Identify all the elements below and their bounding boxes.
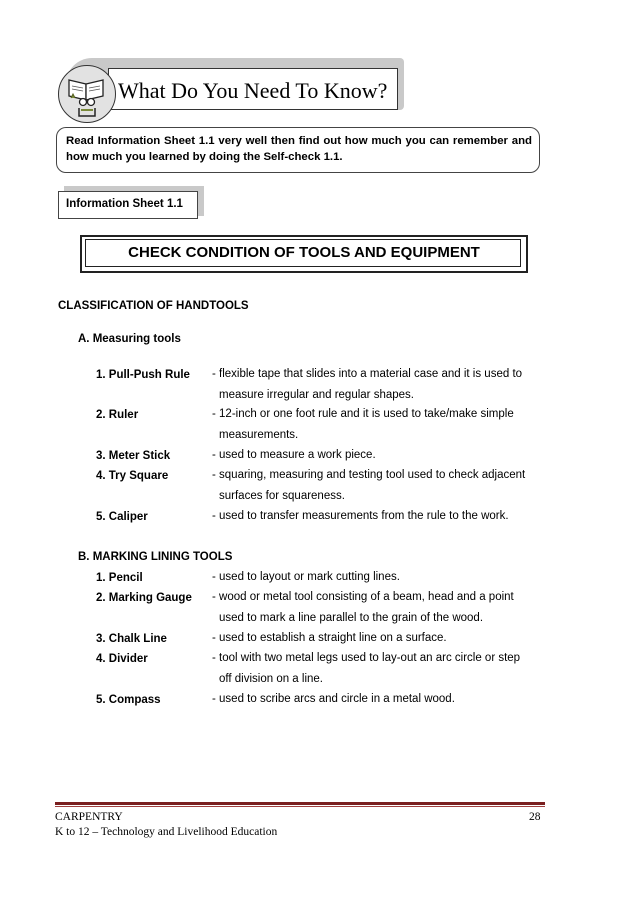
page-title: CHECK CONDITION OF TOOLS AND EQUIPMENT <box>128 244 480 261</box>
intro-text: Read Information Sheet 1.1 very well then find out how much you can remember and how much you learned by doing the Self-check 1.1. <box>66 135 532 163</box>
list-item-desc: - used to measure a work piece. <box>212 449 376 461</box>
list-item-desc: - used to establish a straight line on a surface. <box>212 632 447 644</box>
list-item-name: 3. Chalk Line <box>96 633 167 645</box>
section-b-heading: B. MARKING LINING TOOLS <box>78 551 233 563</box>
list-item-desc: - used to scribe arcs and circle in a metal wood. <box>212 693 455 705</box>
list-item-name: 2. Marking Gauge <box>96 592 192 604</box>
list-item-desc: - tool with two metal legs used to lay-out an arc circle or step off division on a line. <box>212 652 521 685</box>
list-item-desc: - flexible tape that slides into a material case and it is used to measure irregular and regular shapes. <box>212 368 523 401</box>
list-item-name: 1. Pencil <box>96 572 143 584</box>
list-item-name: 2. Ruler <box>96 409 139 421</box>
footer-page-number: 28 <box>529 811 541 823</box>
list-item-desc: - used to transfer measurements from the rule to the work. <box>212 510 509 522</box>
list-item-name: 5. Compass <box>96 694 161 706</box>
list-item-desc: - 12-inch or one foot rule and it is used to take/make simple measurements. <box>212 408 514 441</box>
list-item-name: 5. Caliper <box>96 511 148 523</box>
footer-program: K to 12 – Technology and Livelihood Education <box>55 826 278 838</box>
list-item-name: 4. Try Square <box>96 470 169 482</box>
reading-person-icon <box>58 65 116 123</box>
list-item-desc: - squaring, measuring and testing tool used to check adjacent surfaces for squareness. <box>212 469 526 502</box>
footer-subject: CARPENTRY <box>55 811 123 823</box>
footer-rule-thin <box>55 806 545 807</box>
classification-heading: CLASSIFICATION OF HANDTOOLS <box>58 300 249 312</box>
list-item-name: 4. Divider <box>96 653 148 665</box>
section-a-heading: A. Measuring tools <box>78 333 181 345</box>
list-item-name: 1. Pull-Push Rule <box>96 369 190 381</box>
list-item-name: 3. Meter Stick <box>96 450 171 462</box>
footer-rule <box>55 802 545 805</box>
list-item-desc: - used to layout or mark cutting lines. <box>212 571 400 583</box>
info-sheet-label: Information Sheet 1.1 <box>66 198 183 210</box>
list-item-desc: - wood or metal tool consisting of a beam, head and a point used to mark a line parallel to the grain of the wood. <box>212 591 514 624</box>
header-title: What Do You Need To Know? <box>118 78 388 103</box>
